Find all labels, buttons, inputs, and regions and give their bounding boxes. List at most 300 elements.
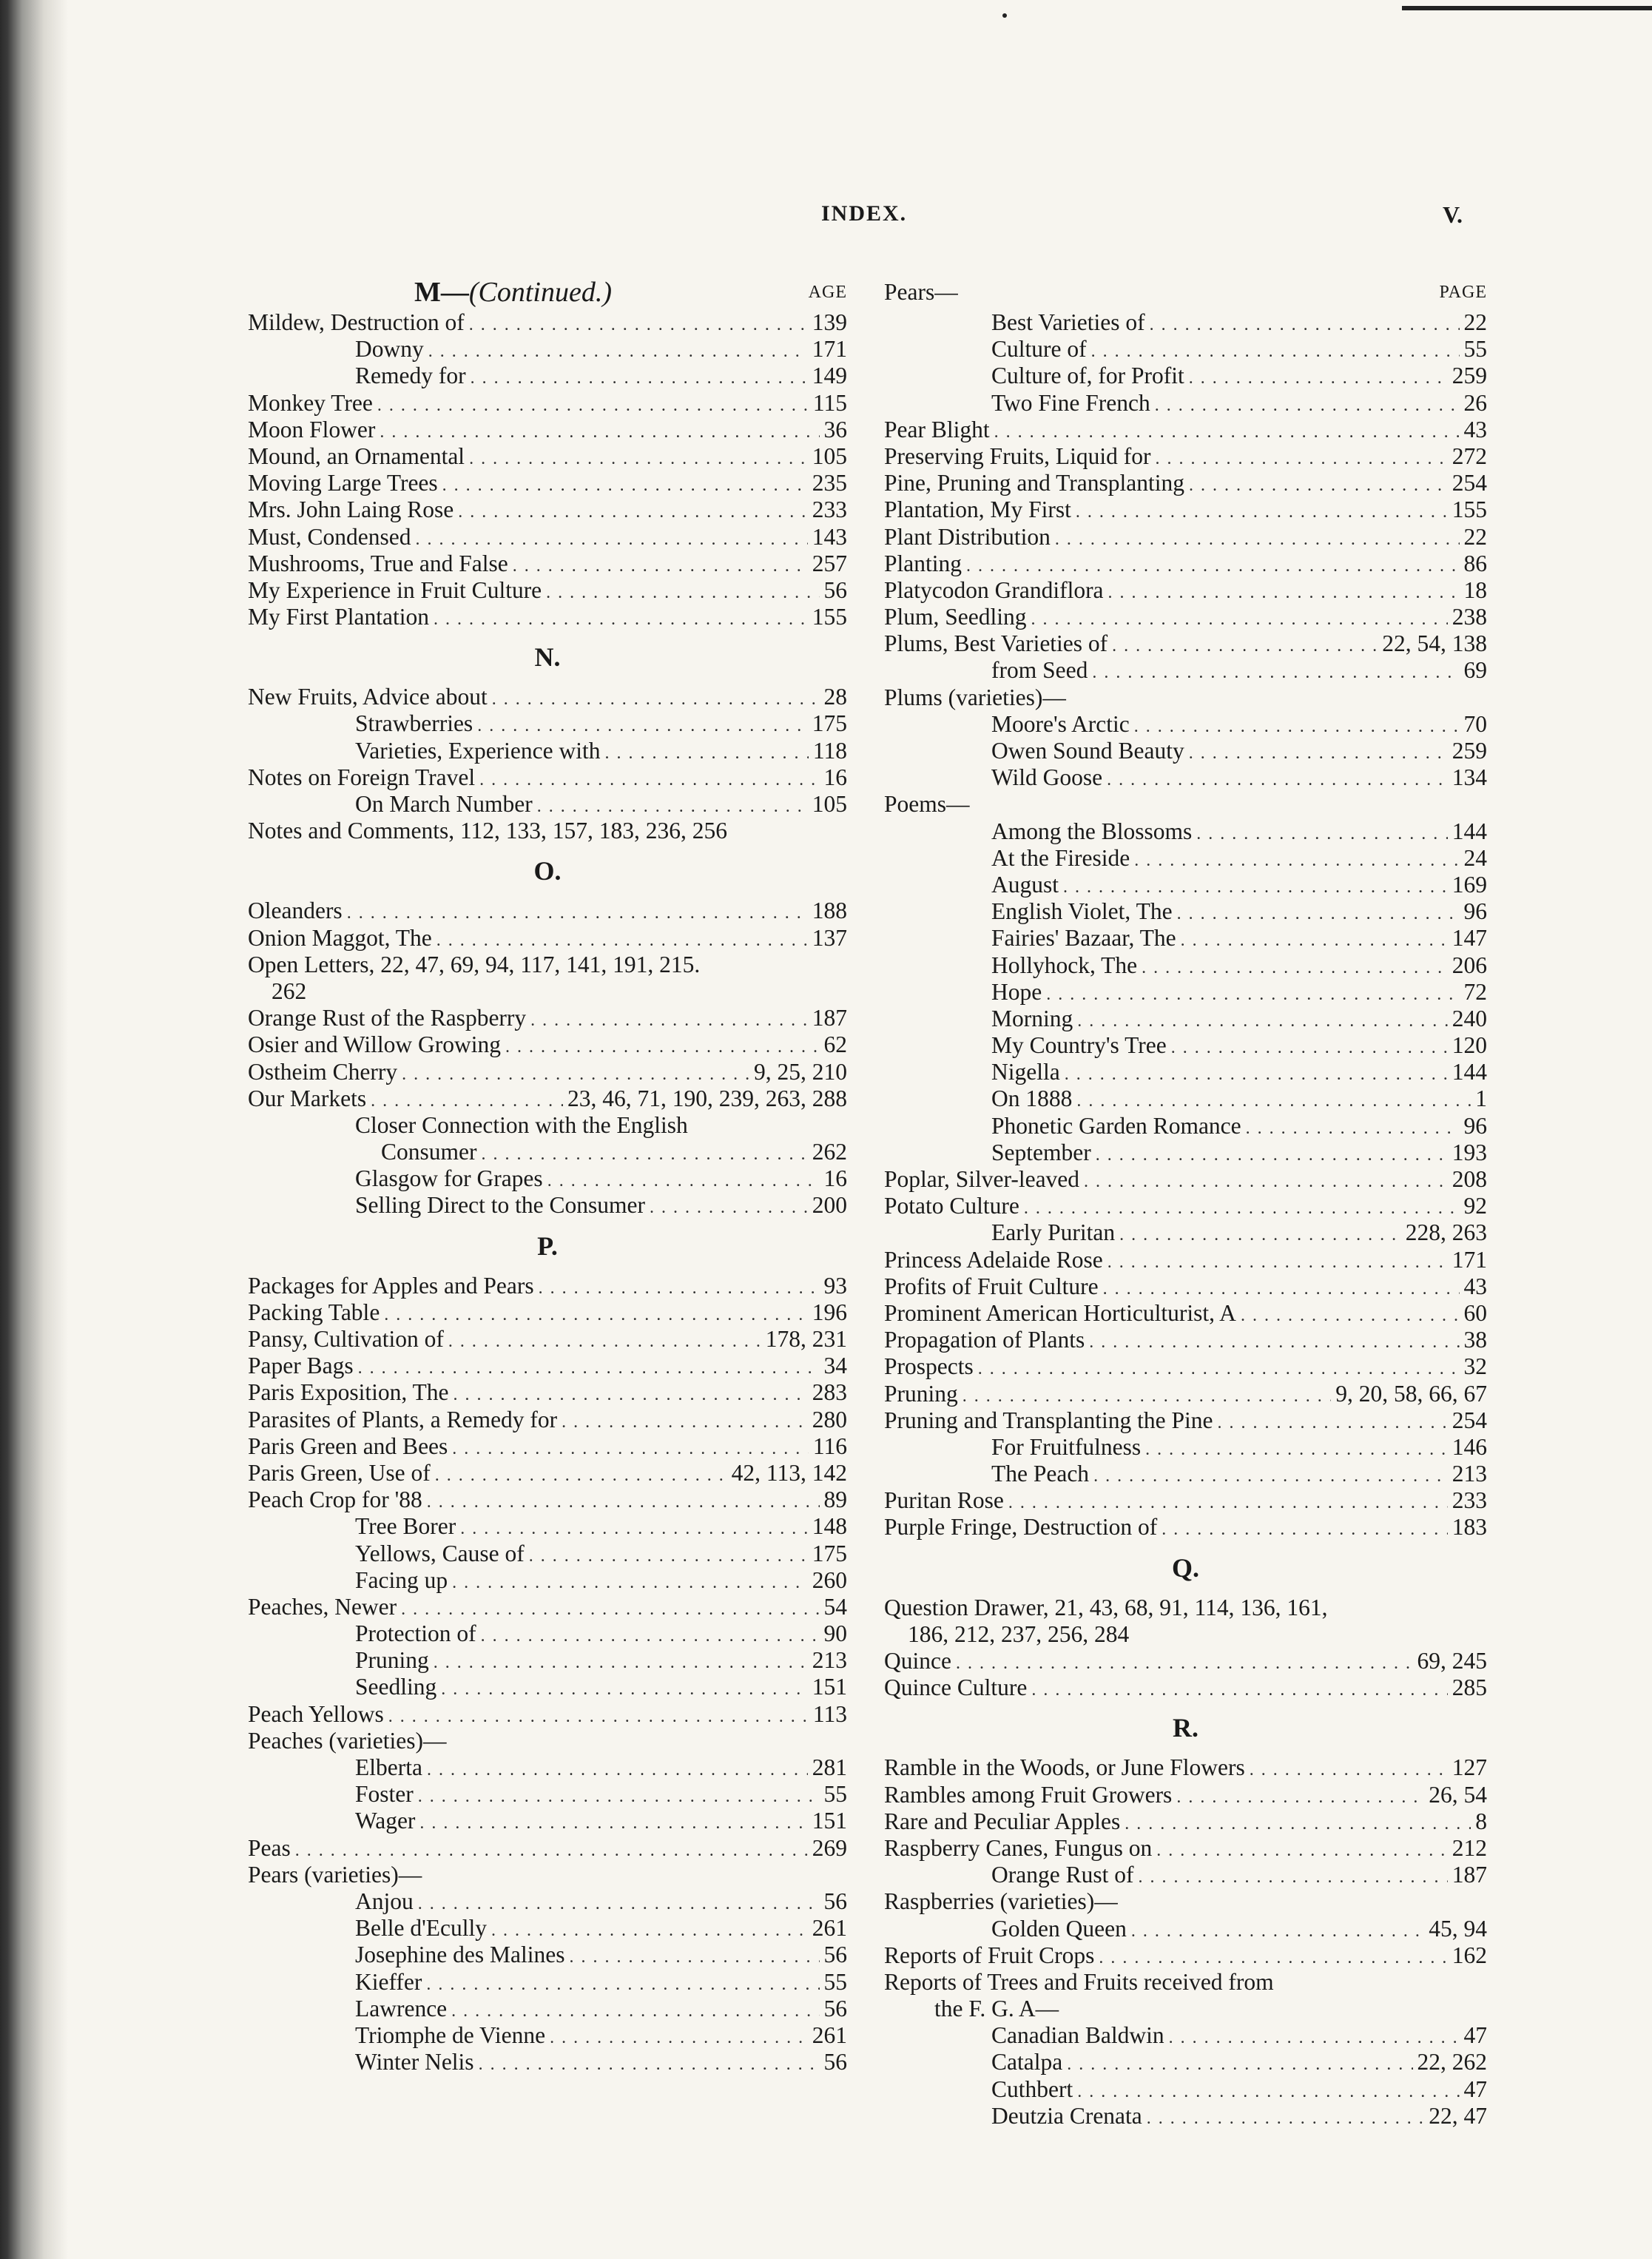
entry-label: September [991, 1139, 1091, 1165]
entry-page-ref: 116 [812, 1433, 847, 1459]
entry-page-ref: 178, 231 [765, 1326, 847, 1352]
entry-page-ref: 43 [1463, 416, 1487, 442]
index-entry [884, 1407, 1487, 1434]
index-entry [248, 496, 847, 523]
index-entry [884, 1353, 1487, 1380]
index-entry [884, 1273, 1487, 1300]
entry-page-ref: 96 [1463, 898, 1487, 925]
entry-page-ref: 281 [812, 1754, 847, 1780]
entry-page-ref: 175 [812, 1540, 847, 1566]
entry-label: Propagation of Plants [884, 1327, 1085, 1353]
entry-label: Deutzia Crenata [991, 2102, 1142, 2129]
entry-label: Question Drawer, 21, 43, 68, 91, 114, 136, 161, [884, 1594, 1328, 1620]
entry-label: Downy [355, 336, 424, 363]
page-number: V. [1443, 201, 1463, 228]
leader-dots [1162, 1516, 1448, 1543]
leader-dots [1250, 1757, 1448, 1783]
print-speck [1002, 13, 1007, 18]
top-rule [1402, 6, 1652, 10]
entry-page-ref: 60 [1463, 1299, 1487, 1326]
entry-page-ref: 137 [812, 924, 847, 951]
index-entry [248, 1942, 847, 1968]
index-entry [248, 1594, 847, 1620]
leader-dots [388, 1703, 809, 1730]
leader-dots [371, 1088, 563, 1114]
entry-label: Morning [991, 1005, 1073, 1031]
leader-dots [442, 472, 808, 499]
index-entry [248, 1862, 847, 1888]
entry-label: Paper Bags [248, 1353, 354, 1379]
entry-page-ref: 120 [1452, 1032, 1487, 1059]
entry-label: Mound, an Ornamental [248, 442, 465, 469]
entry-label: Ostheim Cherry [248, 1058, 398, 1085]
column-heading [884, 275, 1487, 309]
index-entry [248, 684, 847, 710]
entry-label: Pruning and Transplanting the Pine [884, 1407, 1213, 1433]
leader-dots [448, 1328, 761, 1355]
entry-page-ref: 9, 25, 210 [754, 1058, 847, 1085]
entry-label: Hope [991, 978, 1042, 1005]
leader-dots [427, 1489, 820, 1515]
entry-page-ref: 139 [812, 309, 847, 335]
index-entry [884, 443, 1487, 470]
entry-label: Quince [884, 1648, 951, 1674]
leader-dots [1099, 1945, 1447, 1971]
entry-page-ref: 183 [1452, 1514, 1487, 1541]
index-entry [884, 470, 1487, 496]
entry-page-ref: 148 [812, 1513, 847, 1540]
entry-page-ref: 254 [1452, 470, 1487, 496]
entry-label: Anjou [355, 1888, 414, 1914]
entry-label: Seedling [355, 1674, 437, 1700]
section-letter: P. [537, 1231, 558, 1261]
page-title: INDEX. [821, 201, 908, 226]
index-entry [884, 1247, 1487, 1273]
index-entry [248, 1996, 847, 2022]
entry-page-ref: 26, 54 [1429, 1781, 1487, 1808]
entry-label: Raspberries (varieties)— [884, 1888, 1118, 1915]
entry-page-ref: 105 [812, 442, 847, 469]
entry-page-ref: 187 [812, 1005, 847, 1031]
entry-page-ref: 162 [1452, 1942, 1487, 1968]
leader-dots [1134, 713, 1460, 740]
entry-label: Foster [355, 1781, 414, 1808]
entry-label: Golden Queen [991, 1915, 1127, 1942]
entry-label: Nigella [991, 1059, 1060, 1085]
index-entry [248, 1620, 847, 1647]
entry-page-ref: 56 [823, 2049, 847, 2075]
leader-dots [1089, 1329, 1459, 1356]
index-entry [884, 1032, 1487, 1059]
entry-page-ref: 69, 245 [1417, 1648, 1487, 1674]
entry-page-ref: 22 [1463, 309, 1487, 335]
index-entry [248, 1085, 847, 1112]
entry-page-ref: 169 [1452, 871, 1487, 898]
index-entry [884, 1808, 1487, 1835]
index-entry [884, 1193, 1487, 1219]
index-entry [884, 764, 1487, 791]
index-entry [248, 738, 847, 764]
entry-page-ref: 146 [1452, 1433, 1487, 1460]
index-column-left [248, 275, 847, 2075]
entry-label: Among the Blossoms [991, 818, 1193, 844]
entry-page-ref: 254 [1452, 1407, 1487, 1433]
entry-label: from Seed [991, 657, 1088, 684]
entry-page-ref: 42, 113, 142 [731, 1459, 847, 1486]
index-entry [248, 1059, 847, 1085]
entry-page-ref: 269 [812, 1834, 847, 1861]
leader-dots [994, 419, 1460, 445]
leader-dots [1218, 1410, 1448, 1436]
entry-label: Wild Goose [991, 764, 1103, 791]
leader-dots [1171, 1034, 1448, 1061]
entry-label: Catalpa [991, 2049, 1063, 2075]
entry-label: Kieffer [355, 1968, 422, 1995]
entry-label: Paris Green and Bees [248, 1433, 448, 1459]
leader-dots [1103, 1276, 1460, 1302]
index-entry [884, 390, 1487, 417]
entry-page-ref: 187 [1452, 1862, 1487, 1888]
entry-label: Rare and Peculiar Apples [884, 1808, 1121, 1834]
entry-label: My Experience in Fruit Culture [248, 576, 542, 603]
entry-page-ref: 196 [812, 1299, 847, 1325]
index-entry [884, 1487, 1487, 1514]
leader-dots [460, 1515, 808, 1542]
entry-label: Glasgow for Grapes [355, 1165, 543, 1192]
index-entry [884, 711, 1487, 738]
entry-label: Poems— [884, 791, 970, 818]
index-entry [884, 1754, 1487, 1781]
index-entry [884, 1595, 1487, 1621]
leader-dots [1107, 1249, 1448, 1276]
index-entry [248, 1139, 847, 1165]
entry-page-ref: 228, 263 [1405, 1219, 1487, 1246]
entry-label: Monkey Tree [248, 389, 373, 416]
entry-page-ref: 9, 20, 58, 66, 67 [1335, 1380, 1487, 1407]
column-heading [248, 275, 847, 309]
index-entry [248, 952, 847, 978]
entry-page-ref: 280 [812, 1406, 847, 1433]
entry-page-ref: 54 [823, 1593, 847, 1620]
index-entry [884, 1888, 1487, 1915]
index-entry [884, 1862, 1487, 1888]
leader-dots [1096, 1142, 1448, 1168]
entry-page-ref: 193 [1452, 1139, 1487, 1165]
index-entry [884, 1648, 1487, 1674]
index-entry [884, 1139, 1487, 1166]
entry-label: English Violet, The [991, 898, 1173, 925]
entry-label: Notes on Foreign Travel [248, 764, 476, 790]
index-entry [884, 604, 1487, 630]
leader-dots [458, 499, 808, 525]
entry-page-ref: 213 [1452, 1461, 1487, 1487]
entry-page-ref: 47 [1463, 2075, 1487, 2102]
index-entry [884, 1219, 1487, 1246]
entry-label: the F. G. A— [934, 1996, 1059, 2022]
section-letter: O. [533, 856, 562, 886]
entry-label: Plum, Seedling [884, 604, 1027, 630]
entry-page-ref: 134 [1452, 764, 1487, 791]
entry-label: Peas [248, 1834, 291, 1861]
entry-page-ref: 26 [1463, 389, 1487, 416]
entry-label: For Fruitfulness [991, 1433, 1142, 1460]
leader-dots [530, 1007, 808, 1034]
index-entry [248, 1487, 847, 1513]
index-entry [884, 2103, 1487, 2130]
index-entry [248, 898, 847, 924]
entry-label: Hollyhock, The [991, 952, 1138, 978]
index-entry [884, 1006, 1487, 1032]
entry-page-ref: 56 [823, 1995, 847, 2021]
index-entry [884, 2076, 1487, 2103]
index-entries [248, 309, 847, 2075]
leader-dots [1181, 927, 1448, 954]
entry-label: Yellows, Cause of [355, 1540, 525, 1566]
entry-page-ref: 233 [1452, 1487, 1487, 1514]
index-entry [248, 1299, 847, 1326]
index-entry [248, 1835, 847, 1862]
entry-page-ref: 24 [1463, 844, 1487, 871]
entry-page-ref: 16 [823, 764, 847, 790]
leader-dots [492, 686, 820, 713]
leader-dots [434, 606, 808, 633]
entry-page-ref: 283 [812, 1379, 847, 1406]
entry-page-ref: 43 [1463, 1273, 1487, 1299]
entry-page-ref: 90 [823, 1620, 847, 1647]
page-column-label: PAGE [1439, 283, 1487, 302]
index-entry [248, 1273, 847, 1299]
leader-dots [1031, 1677, 1447, 1703]
leader-dots [482, 1141, 808, 1168]
leader-dots [347, 900, 808, 926]
leader-dots [477, 713, 808, 739]
entry-page-ref: 127 [1452, 1754, 1487, 1781]
leader-dots [1241, 1302, 1460, 1329]
entry-label: Lawrence [355, 1995, 448, 2021]
index-entry [884, 1381, 1487, 1407]
entry-page-ref: 144 [1452, 818, 1487, 844]
entry-label: Mildew, Destruction of [248, 309, 465, 335]
entry-label: Triomphe de Vienne [355, 2021, 546, 2048]
leader-dots [384, 1302, 807, 1328]
index-entry [884, 818, 1487, 845]
index-entry [884, 551, 1487, 577]
entry-page-ref: 105 [812, 791, 847, 817]
leader-dots [426, 1971, 819, 1998]
entry-label: Pears (varieties)— [248, 1861, 422, 1888]
entry-page-ref: 56 [823, 1888, 847, 1914]
entry-label: Belle d'Ecully [355, 1915, 488, 1942]
index-entry [248, 1407, 847, 1433]
entry-page-ref: 34 [823, 1353, 847, 1379]
leader-dots [416, 526, 808, 553]
entry-page-ref: 171 [1452, 1246, 1487, 1273]
index-entry [884, 845, 1487, 872]
leader-dots [471, 365, 808, 391]
entry-label: Owen Sound Beauty [991, 738, 1184, 764]
entry-page-ref: 188 [812, 898, 847, 924]
index-entry [884, 363, 1487, 389]
entry-page-ref: 86 [1463, 550, 1487, 576]
index-entry [884, 1782, 1487, 1808]
entry-label: Raspberry Canes, Fungus on [884, 1834, 1153, 1861]
entry-label: My First Plantation [248, 604, 430, 630]
leader-dots [358, 1355, 820, 1381]
page-column-label: AGE [808, 283, 847, 302]
index-entry [248, 1326, 847, 1353]
entry-label: Reports of Trees and Fruits received from [884, 1968, 1274, 1995]
leader-dots [1077, 1008, 1448, 1034]
entry-page-ref: 149 [812, 363, 847, 389]
entry-page-ref: 259 [1452, 738, 1487, 764]
leader-dots [550, 2024, 808, 2051]
index-entry [884, 1434, 1487, 1461]
entry-label: Packages for Apples and Pears [248, 1272, 534, 1299]
entry-page-ref: 206 [1452, 952, 1487, 978]
leader-dots [547, 1168, 820, 1194]
entry-page-ref: 262 [812, 1139, 847, 1165]
leader-dots [418, 1783, 820, 1810]
entry-label: Pansy, Cultivation of [248, 1326, 444, 1352]
index-entry [248, 470, 847, 496]
entry-label: Platycodon Grandiflora [884, 576, 1104, 603]
entry-label: Pruning [355, 1647, 429, 1674]
index-entry [884, 872, 1487, 898]
leader-dots [1084, 1168, 1448, 1195]
index-entry [248, 764, 847, 791]
entry-label: Early Puritan [991, 1219, 1116, 1246]
index-entry [248, 1112, 847, 1139]
entry-page-ref: 32 [1463, 1353, 1487, 1380]
index-entry [884, 1113, 1487, 1139]
index-entry [248, 1460, 847, 1487]
entry-label: Strawberries [355, 710, 473, 737]
leader-dots [452, 1435, 809, 1462]
entry-page-ref: 238 [1452, 604, 1487, 630]
index-entry [248, 710, 847, 737]
entry-page-ref: 115 [812, 389, 847, 416]
entry-page-ref: 45, 94 [1429, 1915, 1487, 1942]
entry-label: Moon Flower [248, 416, 376, 442]
entry-label: Best Varieties of [991, 309, 1145, 335]
index-entry [248, 1541, 847, 1567]
entry-label: Tree Borer [355, 1513, 456, 1540]
entry-label: Consumer [381, 1139, 477, 1165]
entry-label: Winter Nelis [355, 2049, 474, 2075]
section-letter: Q. [1171, 1552, 1199, 1583]
entry-label: On March Number [355, 791, 533, 817]
entry-label: Pear Blight [884, 416, 990, 442]
index-entry [248, 1728, 847, 1754]
leader-dots [1155, 445, 1447, 472]
index-entry [248, 1513, 847, 1540]
leader-dots [539, 1275, 820, 1302]
index-entry [248, 1567, 847, 1594]
index-entry [248, 1969, 847, 1996]
index-entry [884, 657, 1487, 684]
entry-label: Plums, Best Varieties of [884, 630, 1108, 657]
leader-dots [1138, 1864, 1447, 1891]
index-entry [884, 1969, 1487, 1996]
entry-label: Moore's Arctic [991, 710, 1130, 737]
leader-dots [1093, 1463, 1448, 1489]
entry-label: Our Markets [248, 1085, 367, 1111]
entry-label: Orange Rust of the Raspberry [248, 1005, 527, 1031]
entry-label: Selling Direct to the Consumer [355, 1192, 645, 1219]
entry-page-ref: 233 [812, 496, 847, 523]
index-entry [248, 818, 847, 844]
leader-dots [956, 1650, 1413, 1677]
entry-page-ref: 56 [823, 576, 847, 603]
index-entry [248, 336, 847, 363]
leader-dots [454, 1381, 808, 1408]
leader-dots [505, 1034, 820, 1060]
entry-page-ref: 200 [812, 1192, 847, 1219]
entry-label: Pine, Pruning and Transplanting [884, 470, 1185, 496]
index-entry [248, 1888, 847, 1915]
leader-dots [513, 553, 808, 579]
leader-dots [650, 1194, 808, 1221]
leader-dots [1046, 981, 1459, 1008]
index-entry [884, 1916, 1487, 1942]
entry-label: Purple Fringe, Destruction of [884, 1514, 1158, 1541]
index-entry [248, 417, 847, 443]
index-entry [248, 1353, 847, 1379]
entry-label: Poplar, Silver-leaved [884, 1166, 1080, 1192]
entry-label: New Fruits, Advice about [248, 684, 488, 710]
index-entry [884, 1059, 1487, 1085]
entry-page-ref: 22, 54, 138 [1382, 630, 1487, 657]
leader-dots [562, 1409, 808, 1435]
leader-dots [1125, 1811, 1471, 1837]
entry-label: Varieties, Experience with [355, 737, 601, 764]
entry-label: Ramble in the Woods, or June Flowers [884, 1754, 1245, 1781]
entry-page-ref: 261 [812, 1915, 847, 1942]
entry-page-ref: 47 [1463, 2022, 1487, 2049]
entry-page-ref: 23, 46, 71, 190, 239, 263, 288 [567, 1085, 847, 1111]
entry-page-ref: 213 [812, 1647, 847, 1674]
index-entry [884, 1674, 1487, 1701]
leader-dots [1134, 847, 1459, 874]
index-entry [884, 1942, 1487, 1969]
leader-dots [1076, 1088, 1471, 1114]
entry-page-ref: 151 [812, 1808, 847, 1834]
leader-dots [427, 1757, 808, 1783]
entry-label: Prospects [884, 1353, 974, 1380]
entry-label: Profits of Fruit Culture [884, 1273, 1099, 1299]
index-entry [884, 1835, 1487, 1862]
entry-label: Rambles among Fruit Growers [884, 1781, 1173, 1808]
index-entry [248, 1647, 847, 1674]
leader-dots [377, 392, 809, 419]
index-entry [248, 925, 847, 952]
entry-label: Paris Green, Use of [248, 1459, 431, 1486]
entry-label: Must, Condensed [248, 523, 411, 550]
entry-label: Prominent American Horticulturist, A [884, 1299, 1236, 1326]
index-entry [884, 979, 1487, 1006]
entry-page-ref: 212 [1452, 1834, 1487, 1861]
index-entry [884, 2049, 1487, 2075]
entry-page-ref: 155 [1452, 496, 1487, 523]
index-entry [248, 1781, 847, 1808]
leader-dots [1065, 1061, 1448, 1088]
entry-page-ref: 69 [1463, 657, 1487, 684]
leader-dots [428, 338, 808, 365]
entry-page-ref: 235 [812, 470, 847, 496]
leader-dots [529, 1543, 808, 1569]
entry-page-ref: 147 [1452, 925, 1487, 952]
leader-dots [1189, 365, 1448, 391]
